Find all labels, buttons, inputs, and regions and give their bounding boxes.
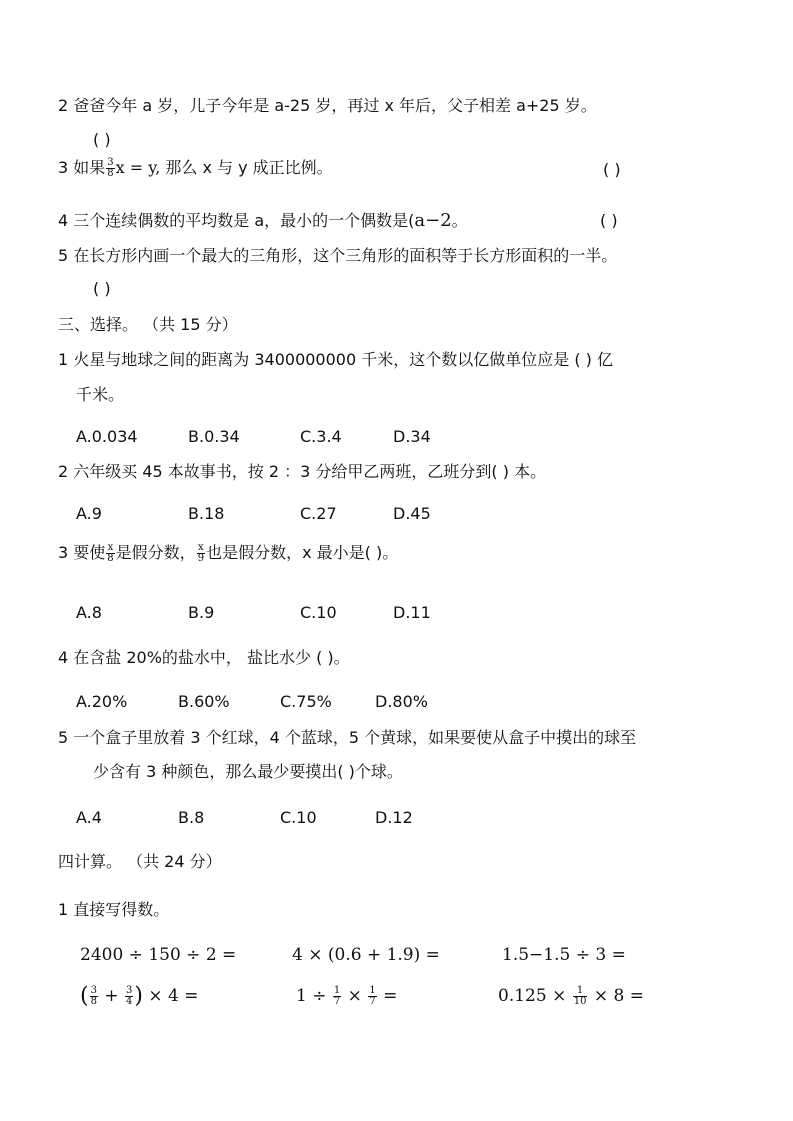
- sub-question: 1 直接写得数。: [58, 900, 170, 919]
- option-b: B.0.34: [188, 427, 240, 446]
- option-d: D.34: [393, 427, 431, 446]
- judge-q5: 5 在长方形内画一个最大的三角形，这个三角形的面积等于长方形面积的一半。: [58, 246, 618, 265]
- judge-q4: 4 三个连续偶数的平均数是 a，最小的一个偶数是(a−2。: [58, 210, 468, 231]
- choice-q5: 5 一个盒子里放着 3 个红球，4 个蓝球，5 个黄球，如果要使从盒子中摸出的球至: [58, 728, 637, 747]
- choice-q3: 3 要使 $\frac{x}{8}$ 是假分数， $\frac{x}{9}$ 也是假分数，x 最小是( )。: [58, 542, 399, 564]
- option-d: D.11: [393, 603, 431, 622]
- option-b: B.18: [188, 504, 225, 523]
- option-a: A.20%: [76, 692, 128, 711]
- choice-q4: 4 在含盐 20%的盐水中， 盐比水少 ( )。: [58, 648, 350, 667]
- option-c: C.75%: [280, 692, 332, 711]
- option-c: C.10: [280, 808, 317, 827]
- option-d: D.12: [375, 808, 413, 827]
- option-c: C.27: [300, 504, 337, 523]
- calc-expr: 1 ÷ $\frac{1}{7}$ × $\frac{1}{7}$ =: [296, 985, 398, 1007]
- option-a: A.8: [76, 603, 102, 622]
- choice-q1-line2: 千米。: [76, 385, 125, 404]
- judge-q3: [58, 158, 333, 179]
- option-b: B.9: [188, 603, 215, 622]
- judge-q2-paren: ( ): [93, 130, 111, 149]
- judge-q5-paren: ( ): [93, 279, 111, 298]
- option-c: C.10: [300, 603, 337, 622]
- option-d: D.45: [393, 504, 431, 523]
- fraction: $\frac{3}{8}$: [107, 157, 114, 179]
- q-number: 3: [58, 158, 69, 177]
- choice-q1: 1 火星与地球之间的距离为 3400000000 千米，这个数以亿做单位应是 ( ) 亿: [58, 350, 613, 369]
- fraction: $\frac{x}{9}$: [197, 542, 205, 564]
- calc-expr: 2400 ÷ 150 ÷ 2 =: [80, 945, 237, 965]
- option-b: B.60%: [178, 692, 230, 711]
- choice-q2: 2 六年级买 45 本故事书，按 2 ：3 分给甲乙两班，乙班分到( ) 本。: [58, 462, 547, 481]
- judge-q2: 2 爸爸今年 a 岁，儿子今年是 a-25 岁，再过 x 年后，父子相差 a+25 岁。: [58, 96, 597, 115]
- fraction: $\frac{x}{8}$: [107, 542, 114, 564]
- judge-q4-paren: ( ): [600, 211, 618, 230]
- option-a: A.0.034: [76, 427, 138, 446]
- section-title: 四计算。 （共 24 分）: [58, 852, 222, 871]
- option-b: B.8: [178, 808, 205, 827]
- option-a: A.9: [76, 504, 102, 523]
- q-text: 那么 x 与 y 成正比例。: [165, 158, 333, 177]
- math-expr: x = y,: [115, 158, 161, 177]
- q-text: 如果: [73, 158, 106, 177]
- section-title: 三、选择。 （共 15 分）: [58, 315, 238, 334]
- option-c: C.3.4: [300, 427, 342, 446]
- calc-expr: 1.5−1.5 ÷ 3 =: [502, 945, 626, 965]
- calc-expr: 0.125 × $\frac{1}{10}$ × 8 =: [498, 985, 644, 1007]
- choice-q5-line2: 少含有 3 种颜色，那么最少要摸出( )个球。: [93, 762, 403, 781]
- calc-expr: ( $\frac{3}{8}$ + $\frac{3}{4}$ ) × 4 =: [80, 983, 199, 1009]
- option-a: A.4: [76, 808, 102, 827]
- option-d: D.80%: [375, 692, 428, 711]
- calc-expr: 4 × (0.6 + 1.9) =: [292, 945, 440, 965]
- judge-q3-paren: ( ): [603, 160, 621, 179]
- math-expr: a−2: [414, 210, 452, 231]
